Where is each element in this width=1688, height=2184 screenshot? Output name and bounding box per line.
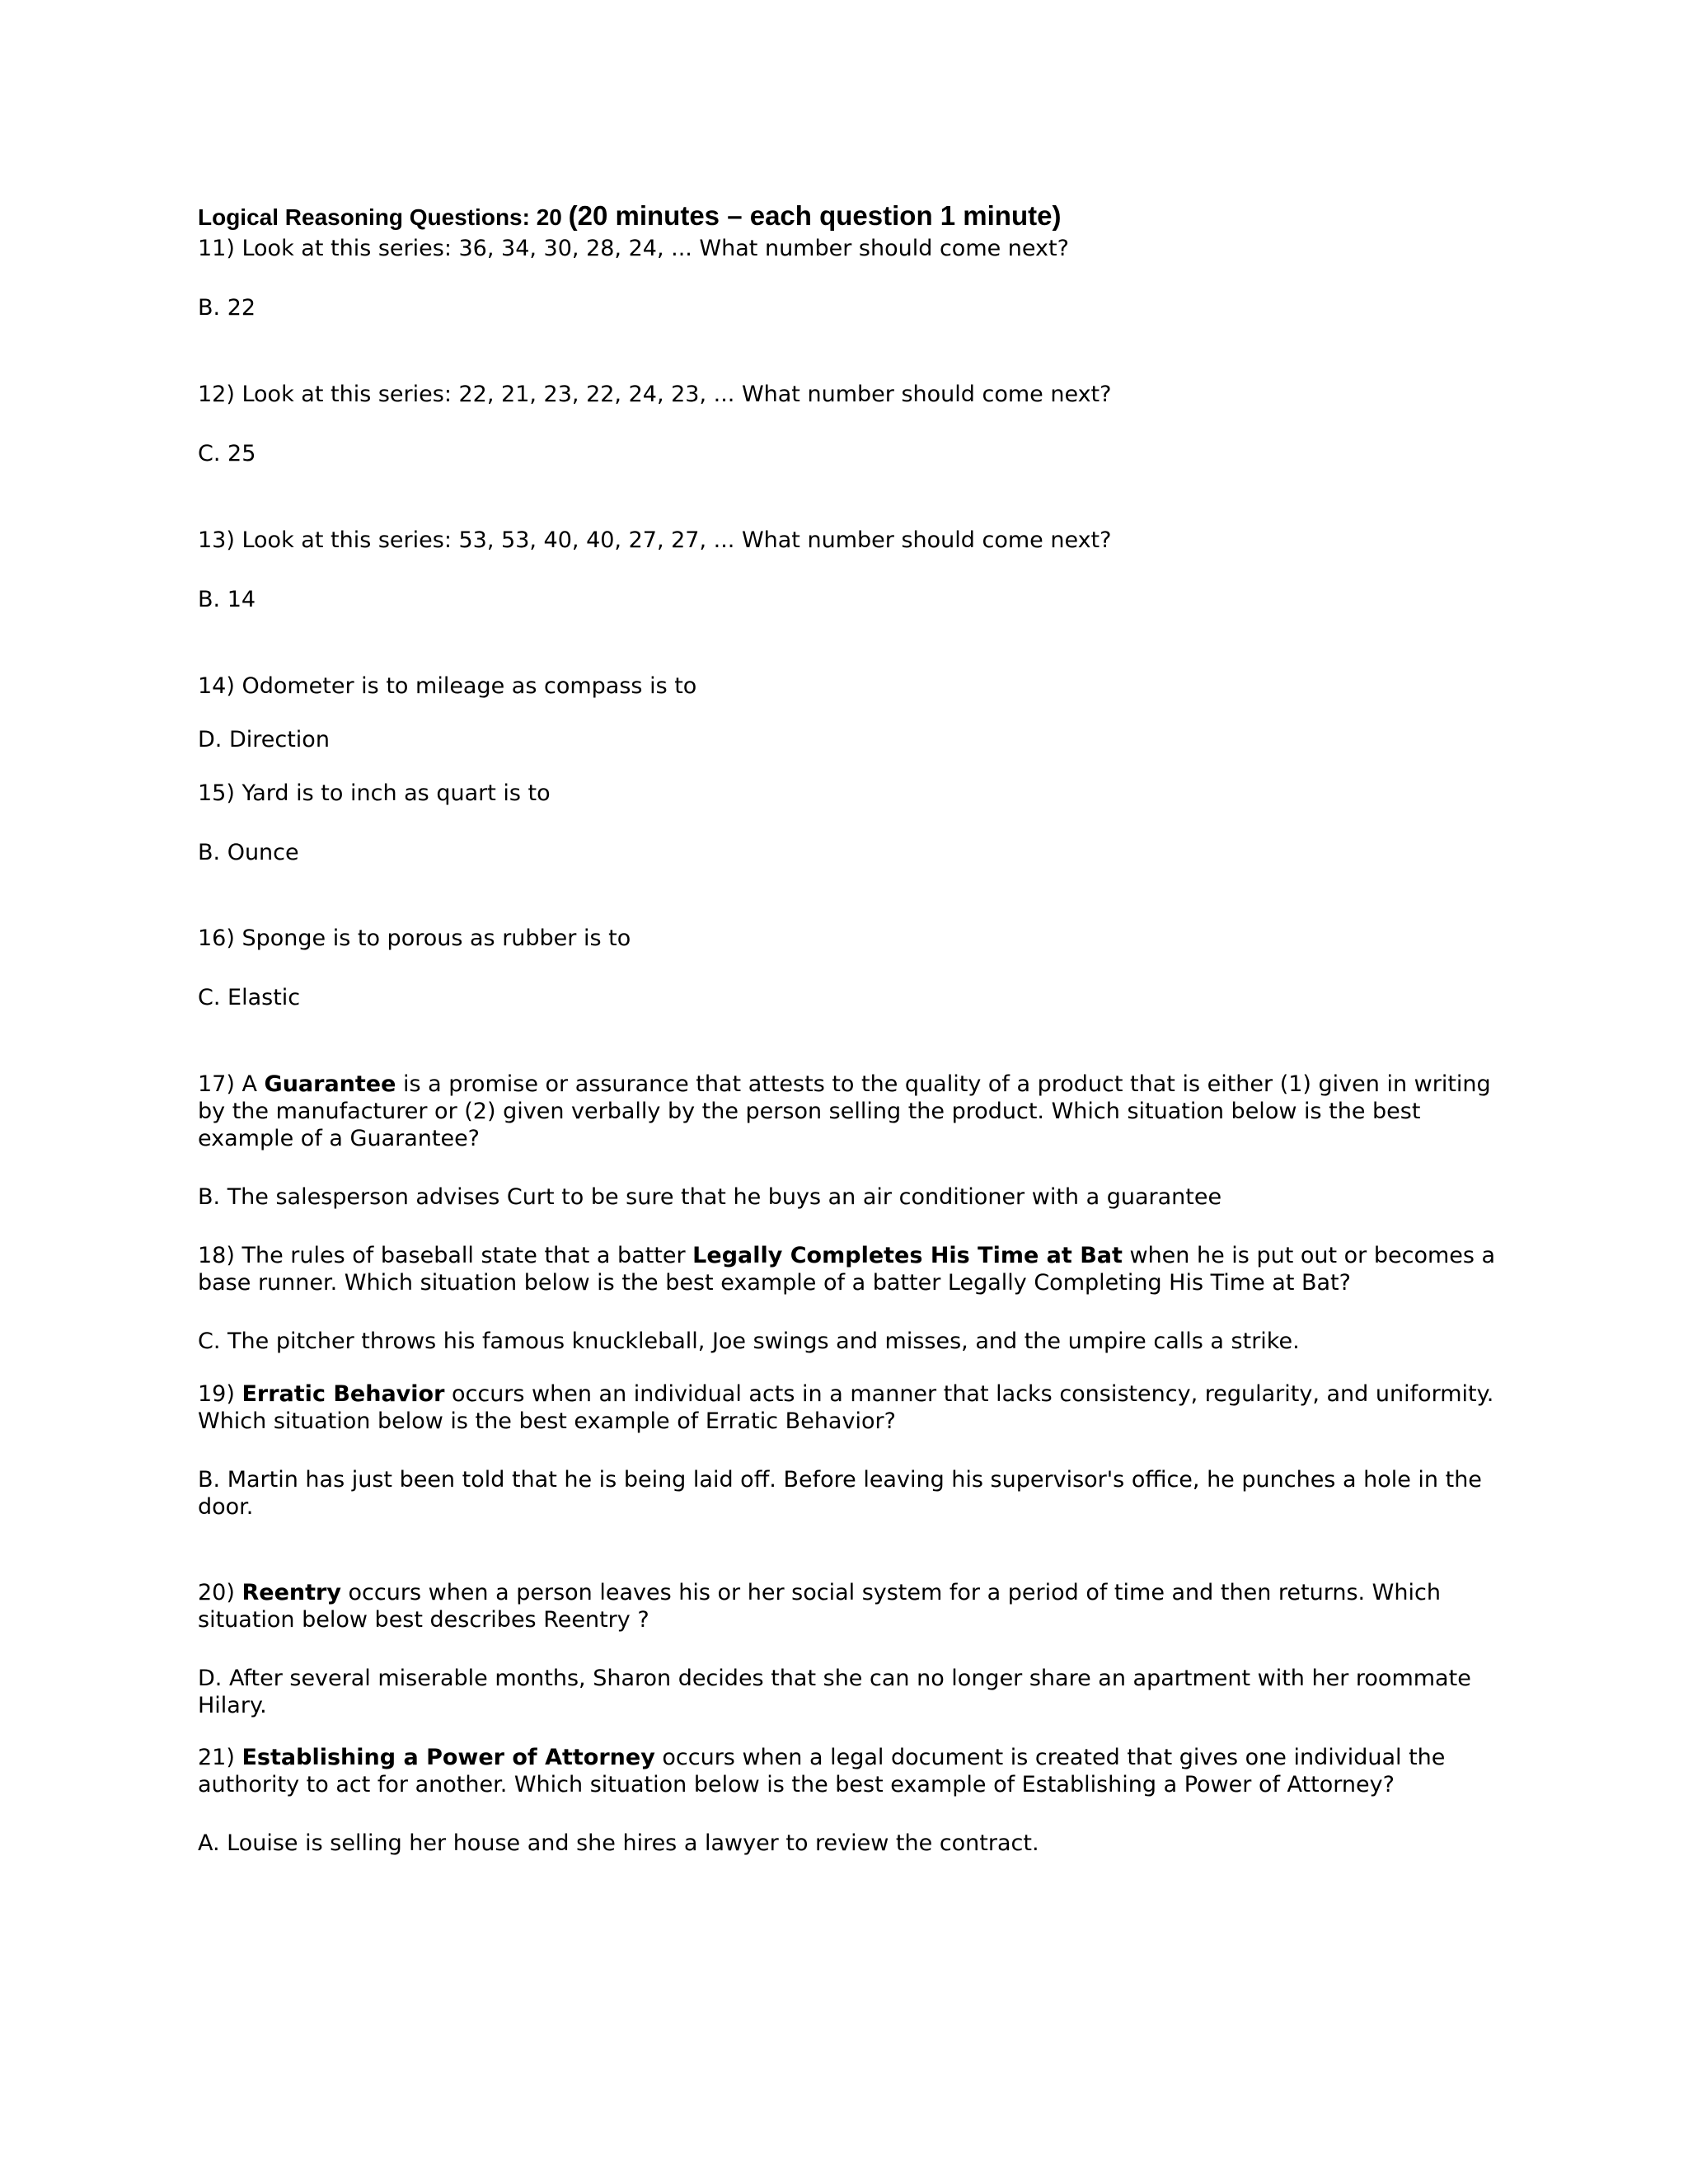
question-12-text: 12) Look at this series: 22, 21, 23, 22, 24, 23, ... What number should come next?	[198, 382, 1112, 407]
question-17-answer: B. The salesperson advises Curt to be sure that he buys an air conditioner with a guarantee	[198, 1184, 1222, 1210]
question-20-prefix: 20)	[198, 1580, 242, 1605]
question-15-answer: B. Ounce	[198, 840, 299, 865]
page-title	[198, 200, 1061, 232]
question-11-text: 11) Look at this series: 36, 34, 30, 28, 24, ... What number should come next?	[198, 236, 1069, 261]
question-16-answer: C. Elastic	[198, 985, 301, 1010]
question-14-answer: D. Direction	[198, 727, 330, 752]
question-19-term: Erratic Behavior	[241, 1381, 445, 1407]
question-20-term: Reentry	[241, 1580, 341, 1605]
question-19-answer: B. Martin has just been told that he is being laid off. Before leaving his supervisor's office, he punches a hole in the door.	[198, 1467, 1482, 1520]
question-21-prefix: 21)	[198, 1745, 242, 1770]
question-17-term: Guarantee	[264, 1071, 396, 1097]
question-17-prefix: 17) A	[198, 1071, 265, 1097]
question-20-answer: D. After several miserable months, Sharon decides that she can no longer share an apartment with her roommate Hilary.	[198, 1666, 1471, 1718]
question-18-prefix: 18) The rules of baseball state that a batter	[198, 1243, 693, 1268]
question-18-rest: when he is put out or becomes a base runner. Which situation below is the best example of a batter Legally Completing His Time at Bat?	[198, 1243, 1496, 1296]
question-21-answer: A. Louise is selling her house and she hires a lawyer to review the contract.	[198, 1830, 1039, 1856]
question-18-answer: C. The pitcher throws his famous knuckleball, Joe swings and misses, and the umpire calls a strike.	[198, 1329, 1300, 1354]
question-13-text: 13) Look at this series: 53, 53, 40, 40, 27, 27, ... What number should come next?	[198, 527, 1112, 553]
question-19-rest: occurs when an individual acts in a manner that lacks consistency, regularity, and uniformity. Which situation below is the best example of Erratic Behavior?	[198, 1381, 1494, 1434]
question-17-rest: is a promise or assurance that attests to the quality of a product that is either (1) given in writing by the manufacturer or (2) given verbally by the person selling the product. Which situation below is the best example of a Guarantee?	[198, 1071, 1491, 1151]
question-21-rest: occurs when a legal document is created that gives one individual the authority to act for another. Which situation below is the best example of Establishing a Power of Attorney?	[198, 1745, 1446, 1797]
question-21-term: Establishing a Power of Attorney	[241, 1745, 655, 1770]
question-18-term: Legally Completes His Time at Bat	[692, 1243, 1123, 1268]
question-17-text	[198, 1071, 1500, 1152]
question-19-text	[198, 1380, 1500, 1435]
question-18-text	[198, 1242, 1500, 1296]
question-15-text: 15) Yard is to inch as quart is to	[198, 780, 551, 806]
question-13-answer: B. 14	[198, 587, 256, 612]
title-main: Logical Reasoning Questions: 20	[198, 204, 569, 230]
title-duration: (20 minutes – each question 1 minute)	[568, 200, 1062, 231]
question-16-text: 16) Sponge is to porous as rubber is to	[198, 926, 631, 951]
question-14-text: 14) Odometer is to mileage as compass is to	[198, 673, 697, 699]
question-12-answer: C. 25	[198, 441, 256, 466]
question-19-prefix: 19)	[198, 1381, 242, 1407]
question-21-text	[198, 1744, 1500, 1798]
question-20-text	[198, 1579, 1500, 1633]
question-11-answer: B. 22	[198, 295, 256, 321]
question-20-rest: occurs when a person leaves his or her social system for a period of time and then returns. Which situation below best describes Reentry ?	[198, 1580, 1441, 1633]
